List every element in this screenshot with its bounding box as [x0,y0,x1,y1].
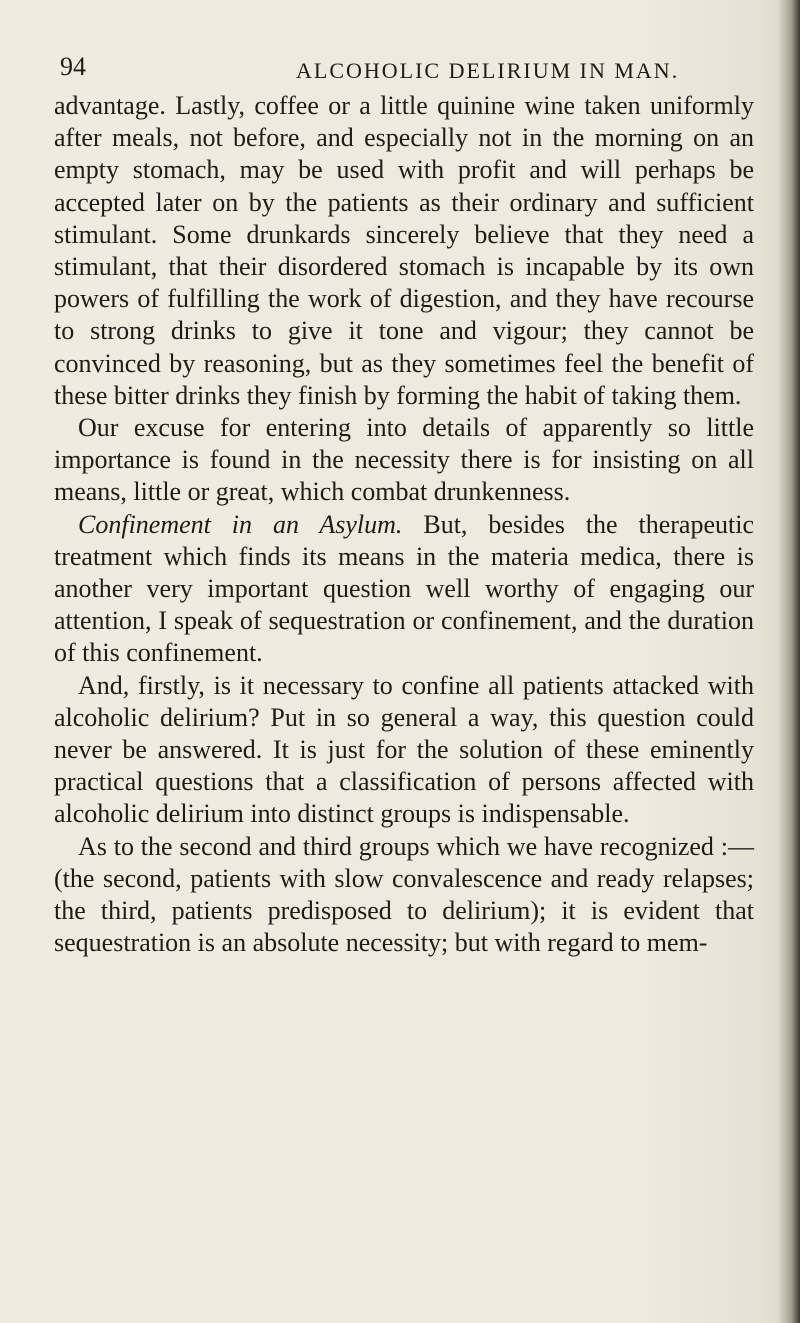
paragraph [54,670,754,831]
paragraph-text: advantage. Lastly, coffee or a little quinine wine taken uniformly after meals, not before, and especially not in the morning on an empty stomach, may be used with profit and will perhaps be accepted later on by the patients as their ordinary and sufficient stimulant. Some drunkards sincerely believe that they need a stimulant, that their disordered stomach is incapable by its own powers of fulfilling the work of digestion, and they have recourse to strong drinks to give it tone and vigour; they cannot be convinced by reasoning, but as they sometimes feel the benefit of these bitter drinks they finish by forming the habit of taking them. [54,91,754,410]
paragraph [54,412,754,509]
paragraph [54,831,754,960]
body-text [54,90,754,959]
page-number: 94 [60,52,86,81]
paragraph-text: And, firstly, is it necessary to confine all patients attacked with alcoholic delirium? Put in so general a way, this question could never be answered. It is just for the solution of these eminently practical questions that a classification of persons affected with alcoholic delirium into distinct groups is indispensable. [54,670,754,829]
page-header [60,52,760,88]
paragraph-text: But, besides the therapeutic treatment which finds its means in the materia medica, there is another very important question well worthy of engaging our attention, I speak of sequestration or confinement, and the duration of this confinement. [54,509,754,668]
running-title: ALCOHOLIC DELIRIUM IN MAN. [296,58,680,83]
paragraph [54,509,754,670]
page-edge-shadow [778,0,800,1323]
paragraph-text: As to the second and third groups which we have recognized :—(the second, patients with slow convalescence and ready relapses; the third, patients predisposed to delirium); it is evident that sequestration is an absolute necessity; but with regard to mem- [54,831,754,958]
paragraph-text: Our excuse for entering into details of apparently so little importance is found in the necessity there is for insisting on all means, little or great, which combat drunkenness. [54,413,754,507]
section-heading: Confinement in an Asylum. [78,509,403,539]
paragraph [54,90,754,412]
